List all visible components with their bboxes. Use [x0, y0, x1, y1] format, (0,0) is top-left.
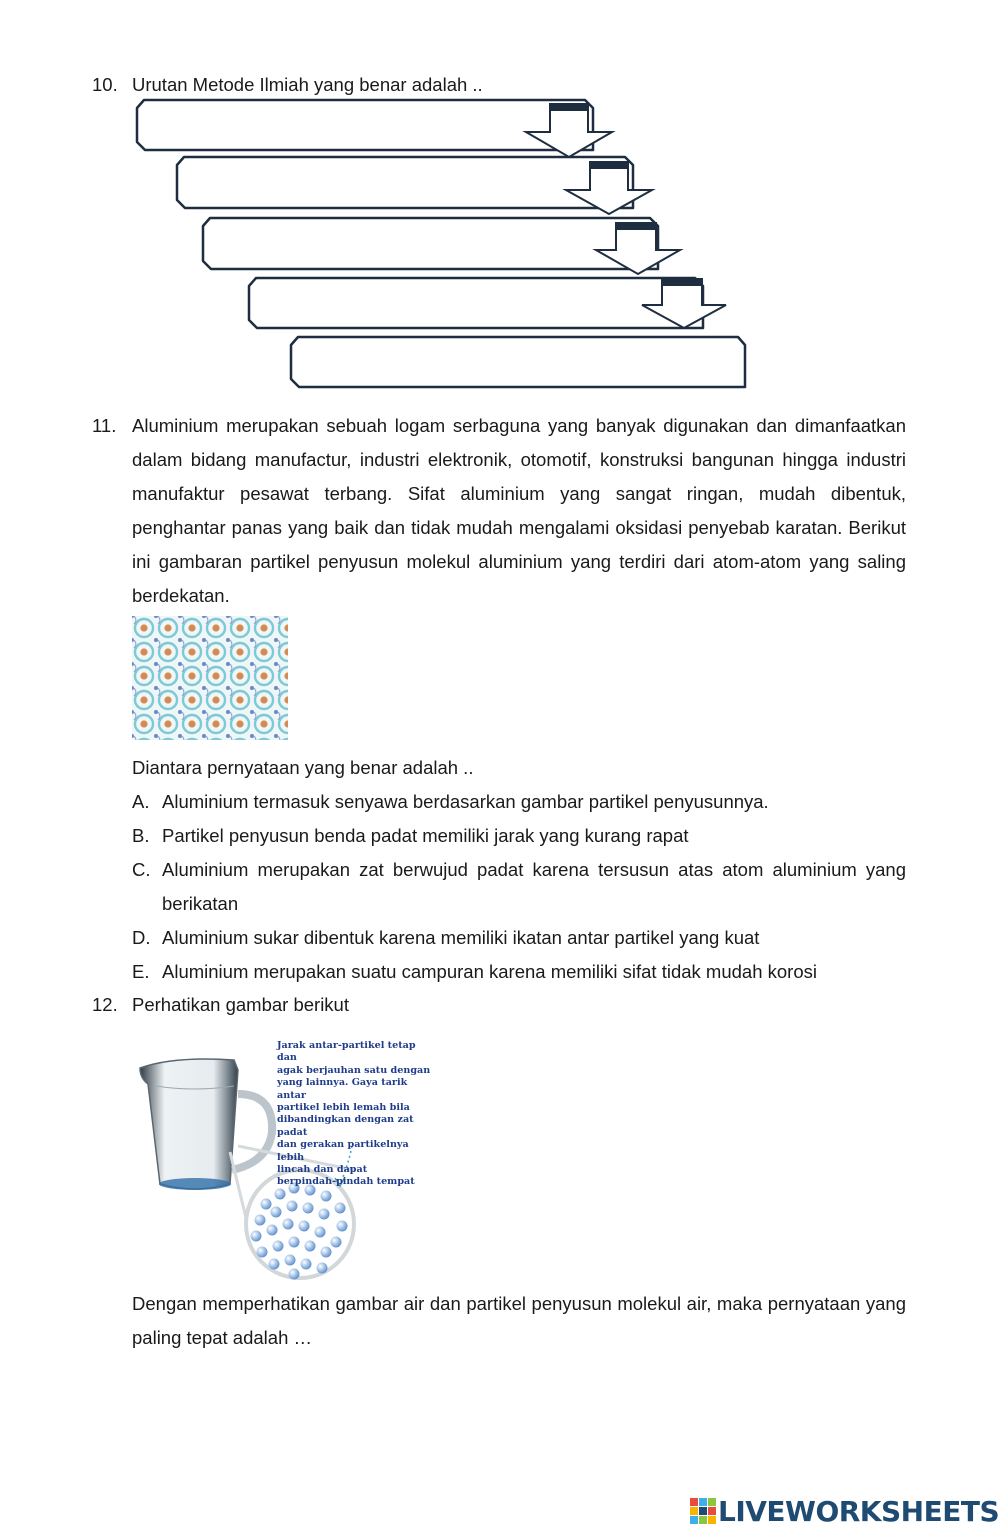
callout-line: agak berjauhan satu dengan [277, 1064, 431, 1076]
option-letter: D. [132, 927, 151, 948]
option-text: Aluminium merupakan zat berwujud padat karena tersusun atas atom aluminium yang berikatan [162, 859, 906, 914]
callout-line: Jarak antar-partikel tetap dan [277, 1040, 416, 1064]
option-letter: A. [132, 791, 150, 812]
liveworksheets-logo-text: LIVEWORKSHEETS [718, 1494, 1000, 1528]
question-11-paragraph: Aluminium merupakan sebuah logam serbaguna yang banyak digunakan dan dimanfaatkan dalam bidang manufactur, industri elektronik, otomotif, konstruksi bangunan hingga industri manufaktur pesawat terbang. Sifat aluminium yang sangat ringan, mudah dibentuk, penghantar panas yang baik dan tidak mudah mengalami oksidasi penyebab karatan. Berikut ini gambaran partikel penyusun molekul aluminium yang terdiri dari atom-atom yang saling berdekatan. [132, 415, 906, 606]
method-step-box-1[interactable] [137, 100, 593, 150]
method-step-box-3[interactable] [203, 218, 658, 269]
liveworksheets-logo-icon [690, 1498, 716, 1524]
option-e[interactable] [132, 955, 906, 989]
callout-line: yang lainnya. Gaya tarik antar [277, 1077, 408, 1101]
callout-line: partikel lebih lemah bila [277, 1102, 410, 1114]
option-c[interactable] [132, 853, 906, 921]
option-d[interactable] [132, 921, 906, 955]
option-text: Partikel penyusun benda padat memiliki jarak yang kurang rapat [162, 825, 689, 846]
callout-line: lincah dan dapat [277, 1164, 368, 1176]
callout-line: dan gerakan partikelnya lebih [277, 1139, 409, 1163]
particle-description-callout [277, 1040, 437, 1189]
scientific-method-steps-diagram [130, 95, 760, 395]
method-step-box-4[interactable] [249, 278, 703, 328]
option-letter: C. [132, 859, 151, 880]
option-text: Aluminium sukar dibentuk karena memiliki ikatan antar partikel yang kuat [162, 927, 760, 948]
method-step-box-2[interactable] [177, 157, 633, 208]
option-a[interactable] [132, 785, 906, 819]
option-letter: E. [132, 961, 150, 982]
question-10-number: 10. [92, 74, 118, 95]
question-10-text: Urutan Metode Ilmiah yang benar adalah .. [132, 74, 483, 95]
question-12-number: 12. [92, 994, 118, 1015]
option-text: Aluminium merupakan suatu campuran karena memiliki sifat tidak mudah korosi [162, 961, 817, 982]
question-12-text: Perhatikan gambar berikut [132, 994, 349, 1015]
callout-line: berpindah-pindah tempat [277, 1176, 415, 1188]
liveworksheets-logo[interactable] [690, 1494, 999, 1528]
option-letter: B. [132, 825, 150, 846]
method-step-box-5[interactable] [291, 337, 745, 387]
question-11-number: 11. [92, 415, 117, 436]
callout-line: dibandingkan dengan zat padat [277, 1114, 414, 1138]
question-12-statement: Dengan memperhatikan gambar air dan partikel penyusun molekul air, maka pernyataan yang paling tepat adalah … [132, 1293, 906, 1348]
option-b[interactable] [132, 819, 906, 853]
question-11-prompt: Diantara pernyataan yang benar adalah .. [132, 757, 474, 778]
option-text: Aluminium termasuk senyawa berdasarkan gambar partikel penyusunnya. [162, 791, 769, 812]
aluminium-lattice-image [132, 616, 288, 740]
